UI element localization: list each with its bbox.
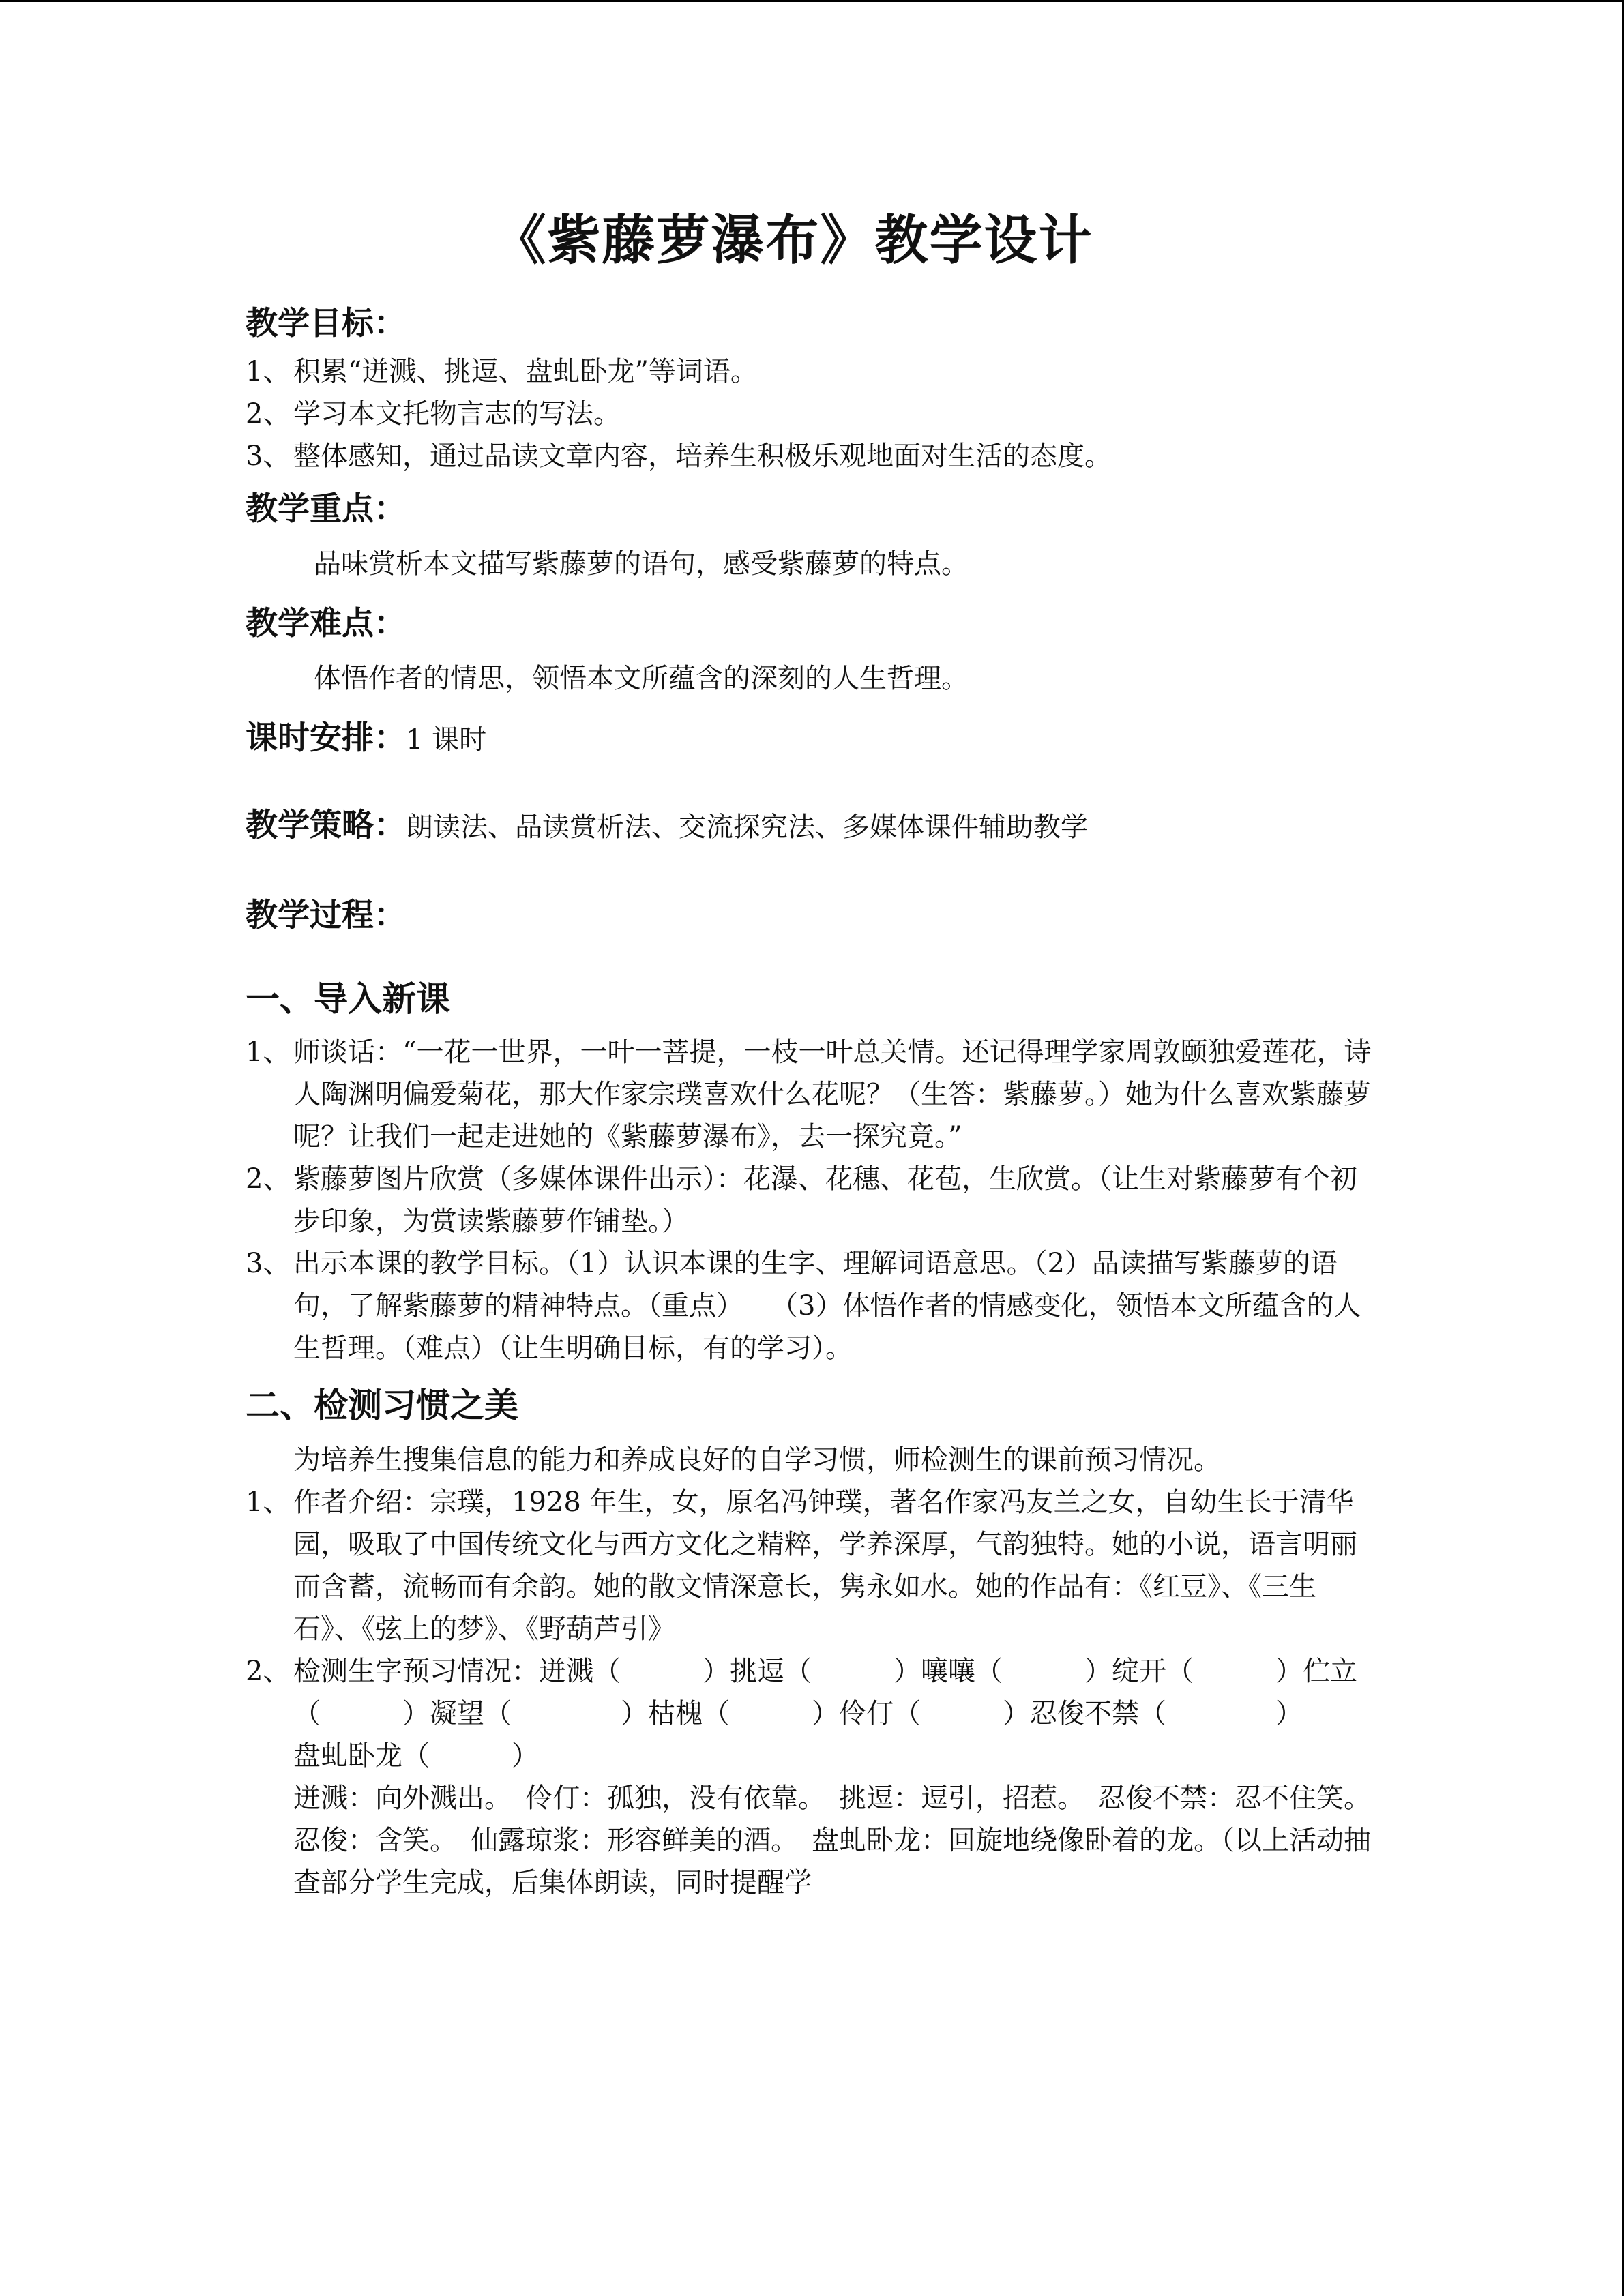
objectives-list [246, 351, 1381, 477]
section-1-list [246, 1031, 1381, 1369]
strategy-heading: 教学策略： [246, 807, 406, 844]
schedule-value: 1 课时 [406, 724, 487, 756]
list-item [246, 435, 1381, 477]
list-item [246, 1650, 1398, 1777]
section-1-heading: 一、导入新课 [246, 979, 450, 1019]
process-heading: 教学过程： [246, 897, 406, 934]
item-text: 出示本课的教学目标。（1）认识本课的生字、理解词语意思。（2）品读描写紫藤萝的语句，了解紫藤萝的精神特点。（重点） （3）体悟作者的情感变化，领悟本文所蕴含的人生哲理。（难点）（让生明确目标，有的学习）。 [293, 1248, 1361, 1364]
list-item [246, 1481, 1381, 1650]
item-text: 积累“迸溅、挑逗、盘虬卧龙”等词语。 [293, 356, 758, 387]
item-text: 师谈话：“一花一世界，一叶一菩提，一枝一叶总关情。还记得理学家周敦颐独爱莲花，诗人陶渊明偏爱菊花，那大作家宗璞喜欢什么花呢？（生答：紫藤萝。）她为什么喜欢紫藤萝呢？让我们一起走进她的《紫藤萝瀑布》，去一探究竟。” [293, 1037, 1372, 1152]
difficulties-text: 体悟作者的情思，领悟本文所蕴含的深刻的人生哲理。 [314, 663, 969, 694]
schedule-line [246, 715, 1381, 764]
item-text: 紫藤萝图片欣赏（多媒体课件出示）：花瀑、花穗、花苞，生欣赏。（让生对紫藤萝有个初步印象，为赏读紫藤萝作铺垫。） [293, 1163, 1357, 1237]
key-points-heading: 教学重点： [246, 490, 406, 528]
objectives-heading: 教学目标： [246, 305, 406, 342]
item-number: 3、 [246, 441, 291, 472]
list-item [246, 1158, 1381, 1242]
schedule-heading: 课时安排： [246, 719, 406, 757]
difficulties-heading: 教学难点： [246, 605, 406, 642]
list-item [246, 351, 1381, 393]
vocabulary-explanations: 迸溅：向外溅出。 伶仃：孤独，没有依靠。 挑逗：逗引，招惹。 忍俊不禁：忍不住笑。忍俊：含笑。 仙露琼浆：形容鲜美的酒。 盘虬卧龙：回旋地绕像卧着的龙。（以上活动抽查部分学生完成，后集体朗读，同时提醒学 [293, 1783, 1371, 1898]
strategy-value: 朗读法、品读赏析法、交流探究法、多媒体课件辅助教学 [406, 811, 1088, 843]
list-item [246, 1031, 1381, 1158]
section-2-heading: 二、检测习惯之美 [246, 1386, 518, 1425]
list-item [246, 393, 1381, 435]
document-title: 《紫藤萝瀑布》教学设计 [492, 210, 1093, 271]
item-number: 1、 [246, 1487, 291, 1518]
item-number: 2、 [246, 398, 291, 430]
section-2-list [246, 1481, 1398, 1777]
item-number: 3、 [246, 1248, 291, 1279]
item-number: 2、 [246, 1163, 291, 1195]
list-item [246, 1242, 1381, 1369]
item-number: 1、 [246, 356, 291, 387]
item-number: 2、 [246, 1656, 291, 1687]
item-number: 1、 [246, 1037, 291, 1068]
section-2-intro: 为培养生搜集信息的能力和养成良好的自学习惯，师检测生的课前预习情况。 [293, 1444, 1221, 1476]
key-points-text: 品味赏析本文描写紫藤萝的语句，感受紫藤萝的特点。 [314, 548, 969, 580]
strategy-line [246, 802, 1381, 851]
item-text: 检测生字预习情况：迸溅（ ）挑逗（ ）嚷嚷（ ）绽开（ ）伫立（ ）凝望（ ）枯槐（ ）伶仃（ ）忍俊不禁（ ） 盘虬卧龙（ ） [293, 1656, 1398, 1772]
document-body [246, 203, 1398, 1904]
item-text: 整体感知，通过品读文章内容，培养生积极乐观地面对生活的态度。 [293, 441, 1112, 472]
item-text: 作者介绍：宗璞，1928 年生，女，原名冯钟璞，著名作家冯友兰之女，自幼生长于清华园，吸取了中国传统文化与西方文化之精粹，学养深厚，气韵独特。她的小说，语言明丽而含蓄，流畅而有余韵。她的散文情深意长，隽永如水。她的作品有：《红豆》、《三生石》、《弦上的梦》、《野葫芦引》 [293, 1487, 1357, 1645]
item-text: 学习本文托物言志的写法。 [293, 398, 621, 430]
